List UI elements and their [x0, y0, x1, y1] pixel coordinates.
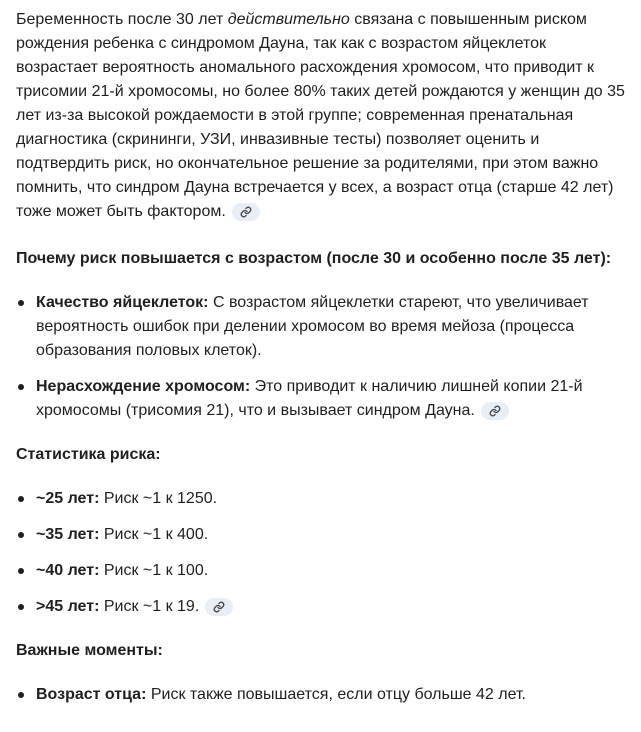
- important-list: [16, 683, 629, 707]
- list-item-text: С возрастом яйцеклетки стареют, что увеличивает вероятность ошибок при делении хромосом во время мейоза (процесса образования половых клеток).: [36, 294, 589, 359]
- list-item: [16, 375, 629, 423]
- why-list: [16, 291, 629, 423]
- intro-emphasis: действительно: [227, 11, 350, 28]
- list-item: [16, 683, 629, 707]
- list-item-text: Риск ~1 к 400.: [99, 526, 209, 543]
- important-heading: Важные моменты:: [16, 642, 163, 659]
- source-link-chip[interactable]: [481, 402, 509, 420]
- list-item-text: Риск также повышается, если отцу больше 42 лет.: [146, 686, 526, 703]
- list-item: [16, 559, 629, 583]
- list-item: [16, 291, 629, 363]
- list-item-term: >45 лет:: [36, 598, 100, 615]
- list-item-text: Это приводит к наличию лишней копии 21-й хромосомы (трисомия 21), что и вызывает синдром Дауна.: [36, 378, 583, 419]
- source-link-chip[interactable]: [232, 203, 260, 221]
- source-link-chip[interactable]: [205, 598, 233, 616]
- why-heading: Почему риск повышается с возрастом (после 30 и особенно после 35 лет):: [16, 250, 612, 267]
- link-icon: [240, 206, 252, 218]
- list-item-term: ~40 лет:: [36, 562, 100, 579]
- link-icon: [213, 601, 225, 613]
- list-item-term: ~25 лет:: [36, 490, 100, 507]
- stats-heading: Статистика риска:: [16, 446, 161, 463]
- list-item: [16, 523, 629, 547]
- list-item-term: Возраст отца:: [36, 686, 147, 703]
- list-item-term: ~35 лет:: [36, 526, 100, 543]
- list-item: [16, 487, 629, 511]
- intro-paragraph: [16, 8, 629, 224]
- intro-text-start: Беременность после 30 лет: [16, 11, 228, 28]
- stats-list: [16, 487, 629, 619]
- intro-text-end: связана с повышенным риском рождения ребенка с синдромом Дауна, так как с возрастом яйцеклеток возрастает вероятность аномального расхождения хромосом, что приводит к трисомии 21-й хромосомы, но более 80% таких детей рождаются у женщин до 35 лет из-за высокой рождаемости в этой группе; современная пренатальная диагностика (скрининги, УЗИ, инвазивные тесты) позволяет оценить и подтвердить риск, но окончательное решение за родителями, при этом важно помнить, что синдром Дауна встречается у всех, а возраст отца (старше 42 лет) тоже может быть фактором.: [16, 11, 625, 220]
- list-item-term: Нерасхождение хромосом:: [36, 378, 251, 395]
- list-item: [16, 595, 629, 619]
- link-icon: [489, 405, 501, 417]
- list-item-text: Риск ~1 к 100.: [99, 562, 209, 579]
- list-item-term: Качество яйцеклеток:: [36, 294, 209, 311]
- list-item-text: Риск ~1 к 1250.: [99, 490, 218, 507]
- list-item-text: Риск ~1 к 19.: [99, 598, 200, 615]
